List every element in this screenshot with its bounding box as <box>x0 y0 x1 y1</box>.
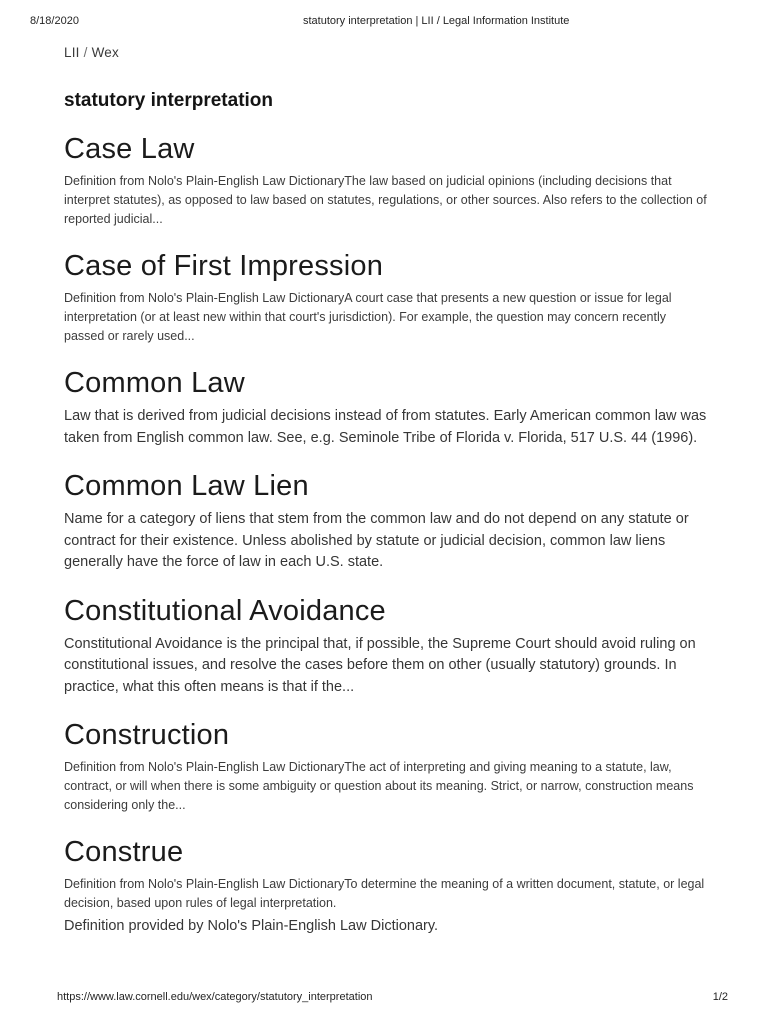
entry-heading: Common Law <box>64 367 245 399</box>
print-footer <box>0 991 768 1005</box>
print-header <box>0 15 768 29</box>
breadcrumb-separator: / <box>83 45 88 60</box>
wex-entry-constitutional-avoidance <box>64 596 712 699</box>
breadcrumb <box>64 46 712 60</box>
entry-heading: Common Law Lien <box>64 470 309 502</box>
entry-description: Law that is derived from judicial decisions instead of from statutes. Early American common law was taken from English common law. See, e.g. Seminole Tribe of Florida v. Florida, 517 U.S. 44 (1996). <box>64 408 707 446</box>
wex-entry-case-of-first-impression <box>64 251 712 346</box>
entry-heading: Construction <box>64 719 230 751</box>
entry-description: Definition from Nolo's Plain-English Law DictionaryA court case that presents a new question or issue for legal interpretation (or at least new within that court's jurisdiction). For example, the question may concern recently passed or rarely used... <box>64 291 672 343</box>
breadcrumb-item-wex: Wex <box>91 45 119 60</box>
breadcrumb-item-lii: LII <box>64 45 80 60</box>
entry-heading: Case of First Impression <box>64 250 384 282</box>
footer-url: https://www.law.cornell.edu/wex/category/statutory_interpretation <box>57 991 373 1003</box>
footer-page-indicator: 1/2 <box>712 991 728 1003</box>
entry-description: Definition from Nolo's Plain-English Law DictionaryThe law based on judicial opinions (including decisions that interpret statutes), as opposed to law based on statutes, regulations, or other sources. Also refers to the collection of reported judicial... <box>64 174 707 226</box>
print-doc-title: statutory interpretation | LII / Legal Information Institute <box>303 15 570 27</box>
entry-description: Constitutional Avoidance is the principal that, if possible, the Supreme Court should avoid ruling on constitutional issues, and resolve the cases before them on other (usually statutory) grounds. In practice, what this often means is that if the... <box>64 635 696 695</box>
wex-entry-construction <box>64 720 712 815</box>
entry-description: Name for a category of liens that stem from the common law and do not depend on any statute or contract for their existence. Unless abolished by statute or judicial decision, common law liens generally have the force of law in each U.S. state. <box>64 511 689 570</box>
entry-heading: Constitutional Avoidance <box>64 594 386 627</box>
wex-entry-common-law <box>64 368 712 449</box>
page-title: statutory interpretation <box>64 90 274 111</box>
entry-description: Definition from Nolo's Plain-English Law DictionaryTo determine the meaning of a written document, statute, or legal decision, based upon rules of legal interpretation. <box>64 877 705 910</box>
entry-attribution: Definition provided by Nolo's Plain-English Law Dictionary. <box>64 918 439 934</box>
entry-heading: Construe <box>64 836 184 868</box>
entry-heading: Case Law <box>64 133 195 165</box>
wex-entry-construe <box>64 837 712 938</box>
print-date: 8/18/2020 <box>30 15 79 27</box>
wex-entry-case-law <box>64 134 712 229</box>
wex-entry-common-law-lien <box>64 471 712 574</box>
entry-description: Definition from Nolo's Plain-English Law DictionaryThe act of interpreting and giving meaning to a statute, law, contract, or will when there is some ambiguity or question about its meaning. Strict, or narrow, construction means considering only the... <box>64 760 694 812</box>
document-content <box>64 46 712 938</box>
